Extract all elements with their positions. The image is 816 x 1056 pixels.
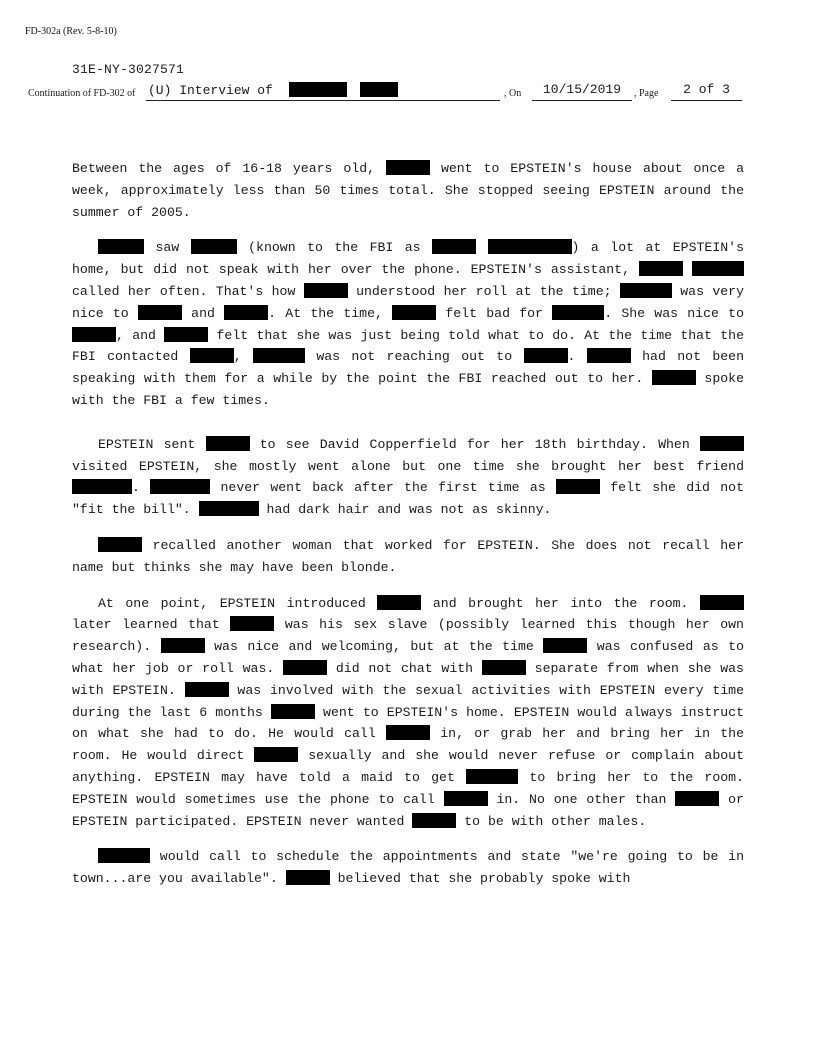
redaction-block [639,261,683,276]
on-label: , On [504,88,522,99]
paragraph-text: At one point, EPSTEIN introduced [98,595,378,611]
paragraph-text: understood her roll at the time; [347,283,620,299]
redaction-block [552,305,604,320]
paragraph-text: and brought her into the room. [421,595,700,611]
paragraph-text [683,262,692,277]
continuation-line [28,82,758,104]
paragraph-text: would call to schedule the appointments and state "we're going to be in town...are you available". [72,849,744,887]
paragraph-text: . She was nice to [604,305,744,321]
paragraph-text: felt that she was just being told what to do. At the time that the FBI contacted [72,327,745,365]
redaction-block [392,305,436,320]
redaction-block [432,239,476,254]
paragraph-text: Between the ages of 16-18 years old, [72,161,386,176]
paragraph-text: called her often. That's how [72,283,304,299]
paragraph-text: was not reaching out to [304,349,524,365]
redaction-block [543,638,587,653]
subject-field [146,82,500,101]
redaction-block [72,327,116,342]
paragraph-text: separate from when she was with EPSTEIN. [72,660,744,698]
paragraph-text: sexually and she would never refuse or complain about anything. EPSTEIN may have told a maid to get [72,748,744,785]
redaction-block [206,436,250,451]
paragraph [72,237,744,411]
file-number: 31E-NY-3027571 [72,62,185,77]
page-number-field: 2 of 3 [671,82,742,101]
redaction-block [466,769,518,784]
redaction-block [412,813,456,828]
paragraph-text: had dark hair and was not as skinny. [258,502,552,518]
redaction-block [700,436,744,451]
redaction-block [185,682,229,697]
redaction-block [254,747,298,762]
redaction-block [700,595,744,610]
paragraph-text: felt she did not "fit the bill". [72,480,744,518]
redaction-block [199,501,259,516]
paragraph-text: was his sex slave (possibly learned this though her own research). [72,617,744,655]
redaction-block [360,82,398,97]
paragraph-text: . [132,480,151,496]
paragraph-text: felt bad for [436,305,553,321]
redaction-block [444,791,488,806]
paragraph-text: was involved with the sexual activities with EPSTEIN every time during the last 6 months [72,682,745,720]
redaction-block [161,638,205,653]
paragraph-text: ) a lot at EPSTEIN's home, but did not speak with her over the phone. EPSTEIN's assistant, [72,240,744,278]
paragraph-text: to be with other males. [456,813,647,829]
paragraph-text: . [567,349,587,365]
redaction-block [150,479,210,494]
paragraph-text: visited EPSTEIN, she mostly went alone but one time she brought her best friend [72,458,744,474]
paragraph-text: was very nice to [72,283,744,321]
paragraph [72,593,744,833]
redaction-block [190,348,234,363]
document-body [72,158,744,904]
redaction-block [283,660,327,675]
redaction-block [556,479,600,494]
redaction-block [191,239,237,254]
form-id: FD-302a (Rev. 5-8-10) [25,26,117,37]
redaction-block [488,239,572,254]
redaction-block [224,305,268,320]
redaction-block [98,239,144,254]
redaction-block [271,704,315,719]
continuation-label: Continuation of FD-302 of [28,88,136,99]
paragraph-text [476,240,487,255]
redaction-block [253,348,305,363]
paragraph-text: was nice and welcoming, but at the time [204,639,544,655]
paragraph-text: did not chat with [327,660,482,676]
redaction-block [230,616,274,631]
paragraph [72,535,744,579]
paragraph [72,846,744,890]
redaction-block [675,791,719,806]
redaction-block [72,479,132,494]
redaction-block [620,283,672,298]
paragraph-text: went to EPSTEIN's home. EPSTEIN would always instruct on what she had to do. He would call [72,704,744,742]
paragraph [72,158,744,223]
paragraph-text: never went back after the first time as [210,480,556,496]
paragraph-text: was confused as to what her job or roll was. [72,639,744,676]
paragraph-text: had not been speaking with them for a while by the point the FBI reached out to her. [72,349,744,387]
redaction-block [377,595,421,610]
redaction-block [386,160,430,175]
redaction-block [289,82,347,97]
redaction-block [98,537,142,552]
paragraph-text: to see David Copperfield for her 18th birthday. When [249,436,700,452]
date-field: 10/15/2019 [532,82,632,101]
page-label: , Page [634,88,659,99]
redaction-block [482,660,526,675]
paragraph-text: saw [144,240,191,256]
paragraph-text: . At the time, [268,305,393,321]
redaction-block [98,848,150,863]
paragraph-text: (known to the FBI as [236,240,433,256]
paragraph-text: EPSTEIN sent [98,436,206,452]
redaction-block [652,370,696,385]
redaction-block [304,283,348,298]
redaction-block [587,348,631,363]
paragraph-text: spoke with the FBI a few times. [72,371,744,408]
subject-text: (U) Interview of [148,83,273,98]
paragraph-text: in. No one other than [487,791,676,807]
paragraph-text: later learned that [72,617,231,633]
paragraph [72,434,744,521]
paragraph-text: or EPSTEIN participated. EPSTEIN never wanted [72,791,744,829]
redaction-block [164,327,208,342]
paragraph-text: , and [116,327,165,343]
paragraph-text: recalled another woman that worked for EPSTEIN. She does not recall her name but thinks she may have been blonde. [72,537,744,575]
paragraph-text: and [181,305,225,321]
redaction-block [138,305,182,320]
redaction-block [524,348,568,363]
paragraph-text: went to EPSTEIN's house about once a week, approximately less than 50 times total. She stopped seeing EPSTEIN around the summer of 2005. [72,161,744,220]
paragraph-text: in, or grab her and bring her in the room. He would direct [72,726,744,764]
paragraph-text: believed that she probably spoke with [329,871,631,887]
paragraph-text: , [233,349,253,365]
paragraph-text: to bring her to the room. EPSTEIN would sometimes use the phone to call [72,769,744,807]
redaction-block [386,725,430,740]
redaction-block [286,870,330,885]
redaction-block [692,261,744,276]
